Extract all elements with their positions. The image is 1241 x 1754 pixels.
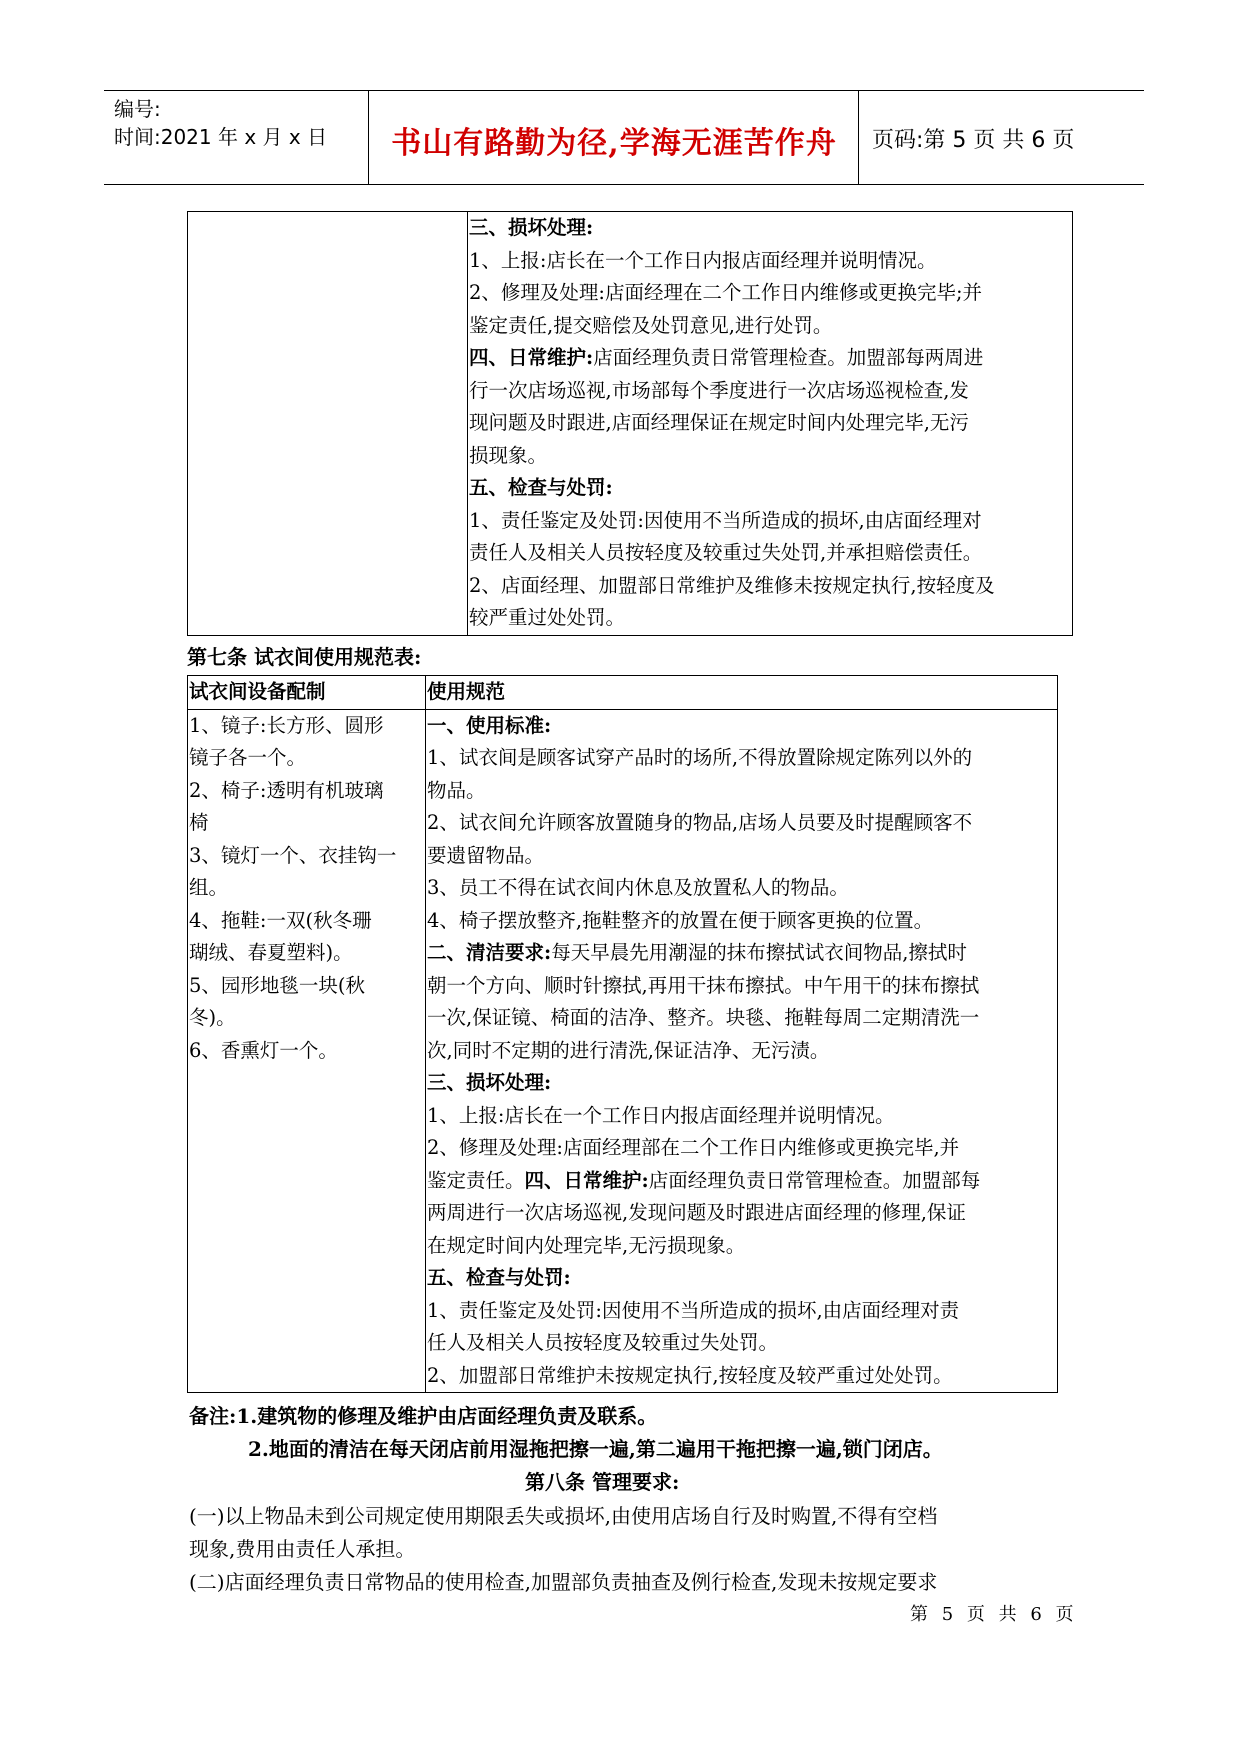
line-text: 店面经理负责日常管理检查。加盟部每两周进 (593, 346, 984, 369)
line-text: 在规定时间内处理完毕,无污损现象。 (427, 1233, 746, 1257)
text-line (427, 937, 1056, 970)
line-text: 要遗留物品。 (427, 843, 545, 867)
line-text: 行一次店场巡视,市场部每个季度进行一次店场巡视检查,发 (469, 378, 969, 402)
page-header (104, 90, 1144, 185)
text-line (469, 472, 1071, 505)
note-line-2: 2.地面的清洁在每天闭店前用湿拖把擦一遍,第二遍用干拖把擦一遍,锁门闭店。 (248, 1437, 943, 1461)
table-cell-rules (468, 212, 1073, 636)
bold-heading: 四、日常维护: (469, 346, 594, 369)
section-8-title: 第八条 管理要求: (525, 1470, 680, 1494)
line-text: 每天早晨先用潮湿的抹布擦拭试衣间物品,擦拭时 (551, 941, 967, 964)
text-line: 冬)。 (189, 1006, 236, 1029)
column-header-usage: 使用规范 (426, 676, 1058, 710)
text-line (469, 342, 1071, 375)
text-line (427, 1067, 1056, 1100)
text-line (427, 710, 1056, 743)
text-line (469, 537, 1071, 570)
line-text: 4、椅子摆放整齐,拖鞋整齐的放置在便于顾客更换的位置。 (427, 908, 934, 932)
text-line (469, 407, 1071, 440)
table-cell-usage (426, 709, 1058, 1393)
bold-heading: 三、损坏处理: (469, 216, 594, 239)
text-line (427, 1360, 1056, 1393)
line-text: 鉴定责任。 (427, 1168, 525, 1192)
line-text: 两周进行一次店场巡视,发现问题及时跟进店面经理的修理,保证 (427, 1201, 966, 1224)
table-header-row (188, 676, 1058, 710)
text-line: 瑚绒、春夏塑料)。 (189, 941, 353, 964)
text-line (469, 212, 1071, 245)
line-text: 物品。 (427, 778, 486, 802)
paragraph-line: 现象,费用由责任人承担。 (189, 1537, 416, 1561)
text-line (427, 1002, 1056, 1035)
page-footer: 第 5 页 共 6 页 (910, 1604, 1078, 1625)
text-line (469, 505, 1071, 538)
bold-heading: 五、检查与处罚: (427, 1266, 571, 1289)
line-text: 2、试衣间允许顾客放置随身的物品,店场人员要及时提醒顾客不 (427, 811, 973, 834)
line-text: 较严重过处处罚。 (469, 606, 626, 629)
bold-heading: 四、日常维护: (524, 1168, 649, 1192)
fitting-room-table (187, 675, 1058, 1393)
line-text: 次,同时不定期的进行清洗,保证洁净、无污渍。 (427, 1038, 830, 1062)
line-text: 朝一个方向、顺时针擦拭,再用干抹布擦拭。中午用干的抹布擦拭 (427, 973, 980, 997)
line-text: 1、责任鉴定及处罚:因使用不当所造成的损坏,由店面经理对 (469, 508, 982, 532)
line-text: 1、上报:店长在一个工作日内报店面经理并说明情况。 (427, 1103, 895, 1127)
header-motto: 书山有路勤为径,学海无涯苦作舟 (391, 126, 837, 161)
text-line (427, 742, 1056, 775)
line-text: 2、店面经理、加盟部日常维护及维修未按规定执行,按轻度及 (469, 573, 995, 597)
text-line (469, 375, 1071, 408)
text-line: 组。 (189, 876, 229, 899)
table-cell-empty (188, 212, 468, 636)
line-text: 鉴定责任,提交赔偿及处罚意见,进行处罚。 (469, 313, 833, 337)
header-divider (368, 91, 369, 184)
column-header-equipment: 试衣间设备配制 (188, 676, 426, 710)
text-line (427, 1035, 1056, 1068)
line-text: 一次,保证镜、椅面的洁净、整齐。块毯、拖鞋每周二定期清洗一 (427, 1006, 980, 1029)
line-text: 责任人及相关人员按轻度及较重过失处罚,并承担赔偿责任。 (469, 541, 983, 564)
text-line (427, 1132, 1056, 1165)
text-line (469, 602, 1071, 635)
text-line: 6、香熏灯一个。 (189, 1038, 338, 1062)
text-line (469, 570, 1071, 603)
line-text: 任人及相关人员按轻度及较重过失处罚。 (427, 1331, 779, 1354)
table-row (188, 212, 1073, 636)
text-line: 5、园形地毯一块(秋 (189, 973, 366, 997)
text-line (427, 1295, 1056, 1328)
line-text: 1、试衣间是顾客试穿产品时的场所,不得放置除规定陈列以外的 (427, 746, 973, 769)
text-line (427, 905, 1056, 938)
text-line (427, 775, 1056, 808)
header-divider (858, 91, 859, 184)
text-line: 2、椅子:透明有机玻璃 (189, 778, 384, 802)
table-cell-equipment (188, 709, 426, 1393)
line-text: 损现象。 (469, 443, 548, 467)
header-meta (114, 95, 364, 151)
line-text: 2、加盟部日常维护未按规定执行,按轻度及较严重过处处罚。 (427, 1363, 953, 1387)
text-line: 4、拖鞋:一双(秋冬珊 (189, 908, 372, 932)
text-line: 椅 (189, 811, 209, 834)
time-label: 时间:2021 年 x 月 x 日 (114, 125, 328, 149)
line-text: 1、责任鉴定及处罚:因使用不当所造成的损坏,由店面经理对责 (427, 1298, 960, 1322)
bold-heading: 五、检查与处罚: (469, 476, 613, 499)
text-line: 3、镜灯一个、衣挂钩一 (189, 843, 397, 867)
line-text: 2、修理及处理:店面经理在二个工作日内维修或更换完毕;并 (469, 281, 983, 304)
text-line (469, 245, 1071, 278)
line-text: 现问题及时跟进,店面经理保证在规定时间内处理完毕,无污 (469, 411, 969, 434)
text-line (427, 1165, 1056, 1198)
note-line-1: 备注:1.建筑物的修理及维护由店面经理负责及联系。 (189, 1404, 658, 1428)
text-line (427, 970, 1056, 1003)
table-row (188, 709, 1058, 1393)
text-line (469, 440, 1071, 473)
text-line (469, 310, 1071, 343)
paragraph-line: (二)店面经理负责日常物品的使用检查,加盟部负责抽查及例行检查,发现未按规定要求 (189, 1570, 938, 1594)
text-line (427, 1262, 1056, 1295)
text-line: 镜子各一个。 (189, 746, 307, 769)
text-line (427, 872, 1056, 905)
section-7-title: 第七条 试衣间使用规范表: (187, 645, 422, 669)
text-line (427, 1100, 1056, 1133)
text-line (427, 807, 1056, 840)
text-line (427, 1327, 1056, 1360)
text-line (427, 1230, 1056, 1263)
text-line: 1、镜子:长方形、圆形 (189, 713, 384, 737)
header-page-number: 页码:第 5 页 共 6 页 (872, 128, 1075, 153)
text-line (427, 840, 1056, 873)
text-line (427, 1197, 1056, 1230)
number-label: 编号: (114, 97, 161, 121)
damage-rules-table (187, 211, 1073, 636)
line-text: 1、上报:店长在一个工作日内报店面经理并说明情况。 (469, 248, 937, 272)
line-text: 3、员工不得在试衣间内休息及放置私人的物品。 (427, 876, 849, 899)
line-text: 店面经理负责日常管理检查。加盟部每 (648, 1168, 981, 1192)
bold-heading: 二、清洁要求: (427, 941, 552, 964)
line-text: 2、修理及处理:店面经理部在二个工作日内维修或更换完毕,并 (427, 1136, 960, 1159)
text-line (469, 277, 1071, 310)
bold-heading: 三、损坏处理: (427, 1071, 552, 1094)
paragraph-line: (一)以上物品未到公司规定使用期限丢失或损坏,由使用店场自行及时购置,不得有空档 (189, 1504, 938, 1528)
bold-heading: 一、使用标准: (427, 713, 552, 737)
